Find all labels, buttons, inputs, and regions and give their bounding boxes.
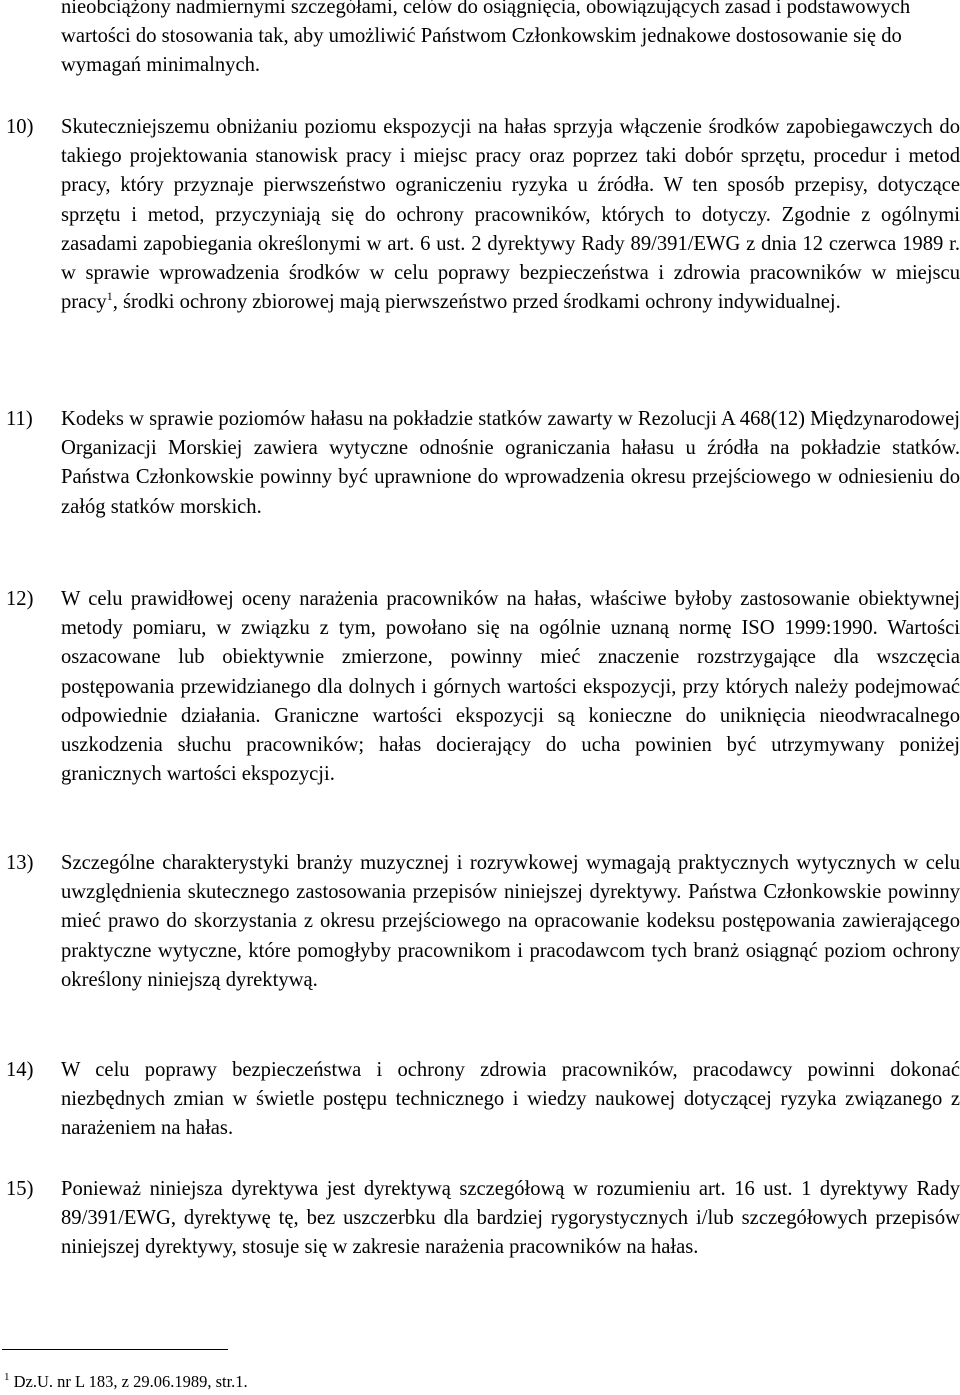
recital-number: 14) xyxy=(6,1059,34,1081)
recital-text xyxy=(61,113,960,317)
recital-text: W celu poprawy bezpieczeństwa i ochrony zdrowia pracowników, pracodawcy powinni dokonać niezbędnych zmian w świetle postępu technicznego i wiedzy naukowej dotyczącej ryzyka związanego z narażeniem na hałas. xyxy=(61,1059,960,1140)
recital-number: 10) xyxy=(6,116,34,138)
recital-13 xyxy=(0,849,960,995)
footnote-text: Dz.U. nr L 183, z 29.06.1989, str.1. xyxy=(9,1372,248,1391)
recital-12 xyxy=(0,585,960,789)
recital-number: 15) xyxy=(6,1178,34,1200)
recital-11 xyxy=(0,405,960,522)
recital-text: Ponieważ niniejsza dyrektywa jest dyrektywą szczegółową w rozumieniu art. 16 ust. 1 dyrektywy Rady 89/391/EWG, dyrektywę tę, bez uszczerbku dla bardziej rygorystycznych i/lub szczegółowych przepisów niniejszej dyrektywy, stosuje się w zakresie narażenia pracowników na hałas. xyxy=(61,1178,960,1259)
recital-text-part: , środki ochrony zbiorowej mają pierwszeństwo przed środkami ochrony indywidualnej. xyxy=(112,291,841,314)
recital-number: 11) xyxy=(6,408,33,430)
lead-paragraph: nieobciążony nadmiernymi szczegółami, celów do osiągnięcia, obowiązujących zasad i podstawowych wartości do stosowania tak, aby umożliwić Państwom Członkowskim jednakowe dostosowanie się do wymagań minimalnych. xyxy=(61,0,911,77)
footnote-marker: 1 xyxy=(4,1371,10,1383)
recital-text-part: Skuteczniejszemu obniżaniu poziomu ekspozycji na hałas sprzyja włączenie środków zapobiegawczych do takiego projektowania stanowisk pracy i miejsc pracy oraz poprzez taki dobór sprzętu, procedur i metod pracy, który przyznaje pierwszeństwo ograniczeniu ryzyka u źródła. W ten sposób przepisy, dotyczące sprzętu i metod, przyczyniają się do ochrony pracowników, których to dotyczy. Zgodnie z ogólnymi zasadami zapobiegania określonymi w art. 6 ust. 2 dyrektywy Rady 89/391/EWG z dnia 12 czerwca 1989 r. w sprawie wprowadzenia środków w celu poprawy bezpieczeństwa i zdrowia pracowników w miejscu pracy xyxy=(61,116,960,314)
footnote xyxy=(4,1372,248,1392)
recital-text: Szczególne charakterystyki branży muzycznej i rozrywkowej wymagają praktycznych wytycznych w celu uwzględnienia skutecznego zastosowania przepisów niniejszej dyrektywy. Państwa Członkowskie powinny mieć prawo do skorzystania z okresu przejściowego na opracowanie kodeksu postępowania zawierającego praktyczne wytyczne, które pomogłyby pracownikom i pracodawcom tych branż osiągnąć poziom ochrony określony niniejszą dyrektywą. xyxy=(61,852,960,991)
footnote-separator xyxy=(2,1349,228,1350)
recital-10 xyxy=(0,113,960,317)
recital-text: Kodeks w sprawie poziomów hałasu na pokładzie statków zawarty w Rezolucji A 468(12) Międzynarodowej Organizacji Morskiej zawiera wytyczne odnośnie ograniczania hałasu u źródła na pokładzie statków. Państwa Członkowskie powinny być uprawnione do wprowadzenia okresu przejściowego w odniesieniu do załóg statków morskich. xyxy=(61,408,960,518)
recital-number: 13) xyxy=(6,852,34,874)
recital-15 xyxy=(0,1175,960,1263)
footnote-reference: 1 xyxy=(106,289,113,304)
recital-text: W celu prawidłowej oceny narażenia pracowników na hałas, właściwe byłoby zastosowanie obiektywnej metody pomiaru, w związku z tym, powołano się na ogólnie uznaną normę ISO 1999:1990. Wartości oszacowane lub obiektywnie zmierzone, powinny mieć znaczenie rozstrzygające dla wszczęcia postępowania przewidzianego dla dolnych i górnych wartości ekspozycji, przy których należy podejmować odpowiednie działania. Graniczne wartości ekspozycji są konieczne do uniknięcia nieodwracalnego uszkodzenia słuchu pracowników; hałas docierający do ucha powinien być utrzymywany poniżej granicznych wartości ekspozycji. xyxy=(61,588,960,786)
recital-number: 12) xyxy=(6,588,34,610)
recital-14 xyxy=(0,1056,960,1144)
